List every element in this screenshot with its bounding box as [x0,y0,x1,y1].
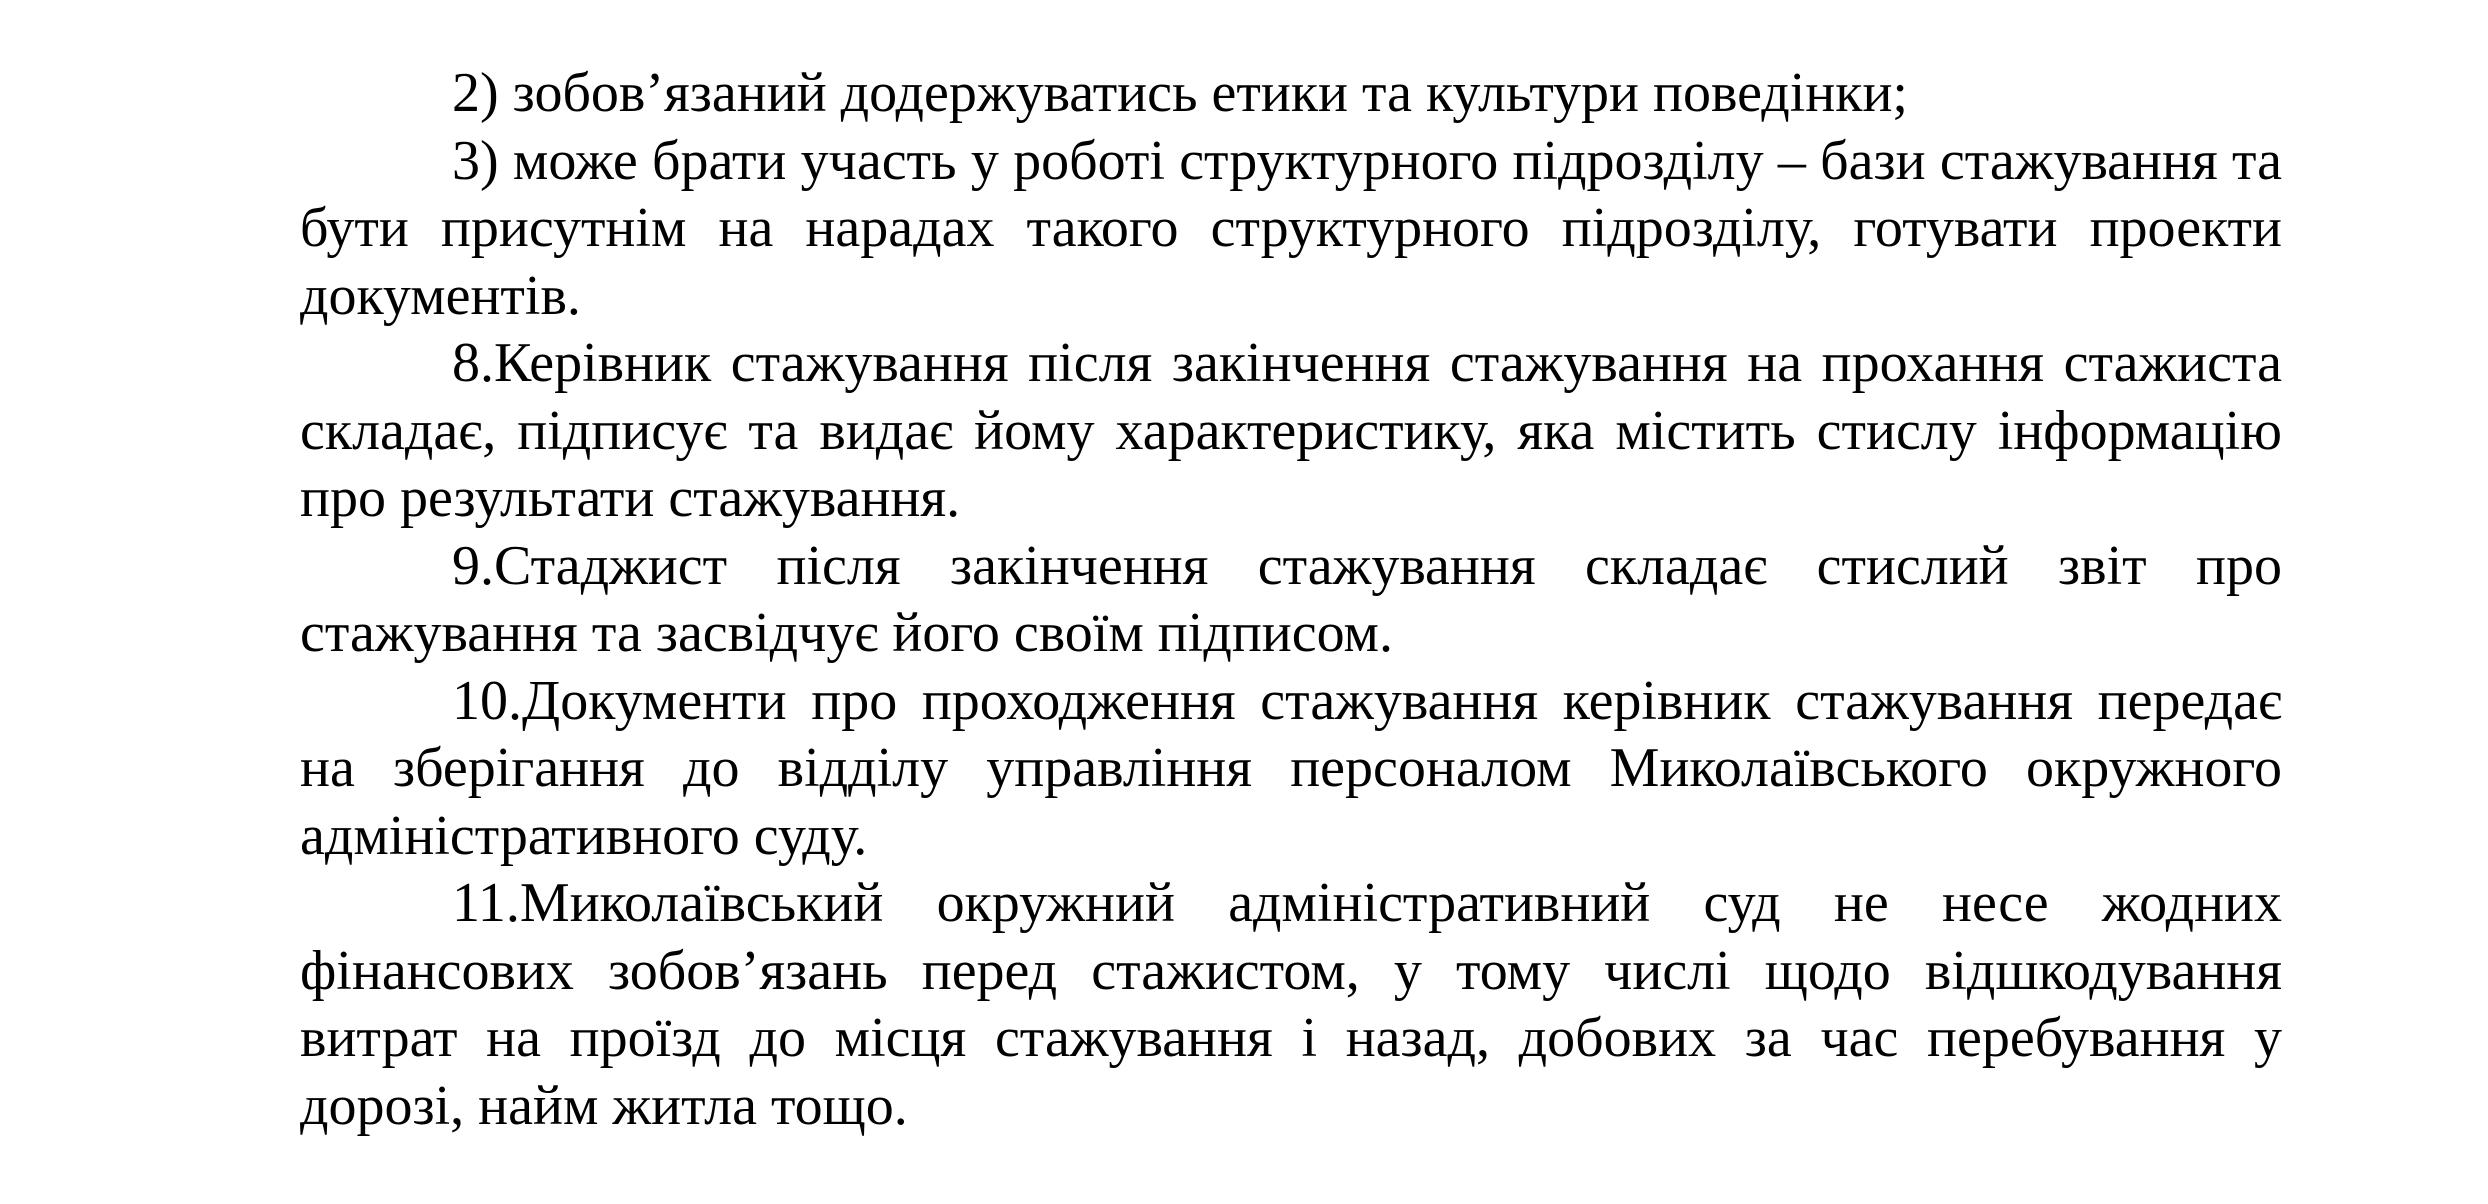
paragraph-clause-11: 11.Миколаївський окружний адміністративний суд не несе жодних фінансових зобов’язань перед стажистом, у тому числі щодо відшкодування витрат на проїзд до місця стажування і назад, добових за час перебування у дорозі, найм житла тощо. [300,872,2282,1137]
paragraph-clause-9: 9.Стаджист після закінчення стажування складає стислий звіт про стажування та засвідчує його своїм підписом. [300,534,2282,664]
paragraph-item-2: 2) зобов’язаний додержуватись етики та культури поведінки; [452,62,1908,124]
document-page [300,60,2282,1140]
paragraph-clause-8: 8.Керівник стажування після закінчення стажування на прохання стажиста складає, підписує та видає йому характеристику, яка містить стислу інформацію про результати стажування. [300,332,2282,529]
paragraph-clause-10: 10.Документи про проходження стажування керівник стажування передає на зберігання до відділу управління персоналом Миколаївського окружного адміністративного суду. [300,669,2282,867]
paragraph-item-3: 3) може брати участь у роботі структурного підрозділу – бази стажування та бути присутнім на нарадах такого структурного підрозділу, готувати проекти документів. [300,129,2282,327]
